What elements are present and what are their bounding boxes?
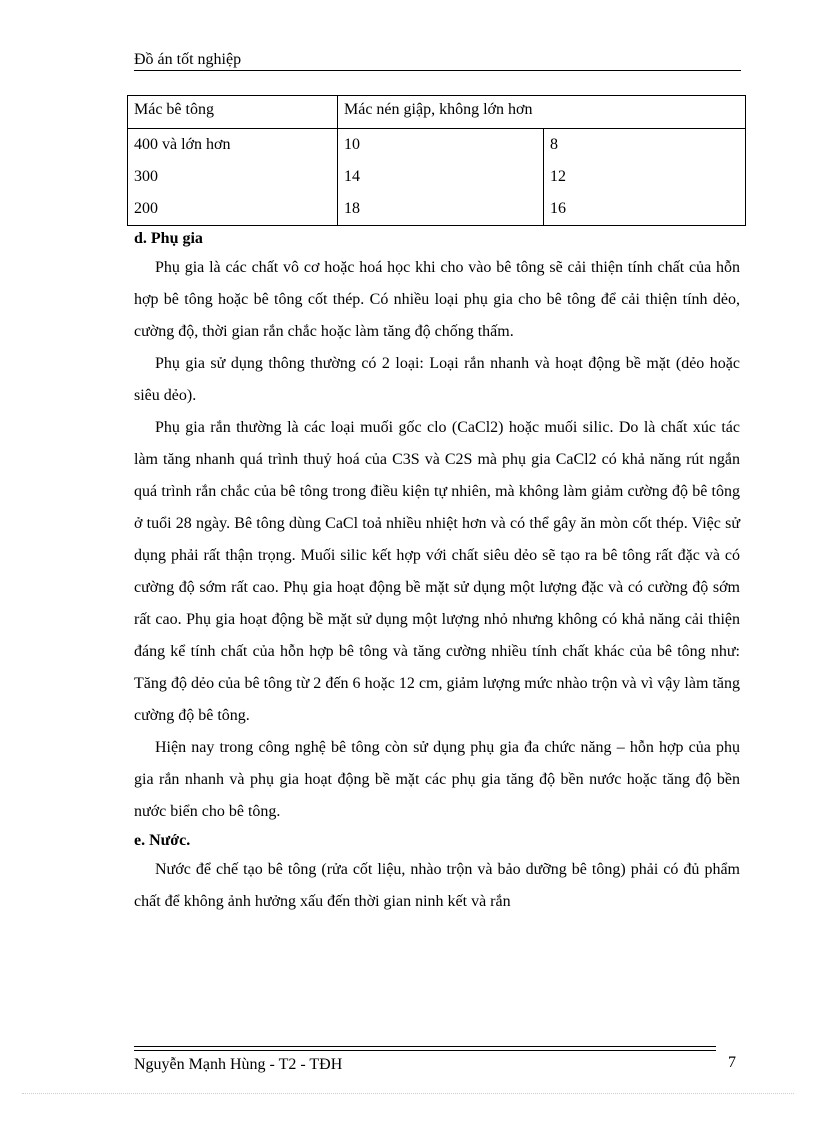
body-text <box>134 226 740 918</box>
table-cell: 10 <box>344 136 360 153</box>
table-cell: 16 <box>550 200 566 217</box>
table-col-value-a <box>338 129 544 226</box>
paragraph: Hiện nay trong công nghệ bê tông còn sử dụng phụ gia đa chức năng – hỗn hợp của phụ gia rắn nhanh và phụ gia hoạt động bề mặt các phụ gia tăng độ bền nước hoặc tăng độ bền nước biển cho bê tông. <box>134 739 740 820</box>
footer-author: Nguyễn Mạnh Hùng - T2 - TĐH <box>134 1056 343 1073</box>
paragraph: Nước để chế tạo bê tông (rửa cốt liệu, nhào trộn và bảo dưỡng bê tông) phải có đủ phẩm chất để không ảnh hưởng xấu đến thời gian ninh kết và rắn <box>134 861 740 910</box>
concrete-grade-table <box>127 95 746 226</box>
header-rule <box>134 70 741 71</box>
paragraph: Phụ gia rắn thường là các loại muối gốc clo (CaCl2) hoặc muối silic. Do là chất xúc tác làm tăng nhanh quá trình thuỷ hoá của C3S và C2S mà phụ gia CaCl2 có khả năng rút ngắn quá trình rắn chắc của bê tông trong điều kiện tự nhiên, mà không làm giảm cường độ bê tông ở tuổi 28 ngày. Bê tông dùng CaCl toả nhiều nhiệt hơn và có thể gây ăn mòn cốt thép. Việc sử dụng phải rất thận trọng. Muối silic kết hợp với chất siêu dẻo sẽ tạo ra bê tông rất đặc và có cường độ sớm rất cao. Phụ gia hoạt động bề mặt sử dụng một lượng đặc và có cường độ sớm rất cao. Phụ gia hoạt động bề mặt sử dụng một lượng nhỏ nhưng không có khả năng cải thiện đáng kể tính chất của hỗn hợp bê tông và tăng cường nhiều tính chất khác của bê tông như: Tăng độ dẻo của bê tông từ 2 đến 6 hoặc 12 cm, giảm lượng mức nhào trộn và vì vậy làm tăng cường độ bê tông. <box>134 419 740 724</box>
footer-rule <box>134 1050 716 1051</box>
table-cell: 200 <box>134 200 158 217</box>
table-cell: 14 <box>344 168 360 185</box>
table-row <box>128 129 746 226</box>
page-number: 7 <box>728 1054 736 1071</box>
section-heading-d: d. Phụ gia <box>134 230 203 247</box>
table-cell: 400 và lớn hơn <box>134 136 231 153</box>
footer-rule <box>134 1046 716 1047</box>
table-header-row <box>128 96 746 129</box>
paragraph: Phụ gia là các chất vô cơ hoặc hoá học khi cho vào bê tông sẽ cải thiện tính chất của hỗn hợp bê tông hoặc bê tông cốt thép. Có nhiều loại phụ gia cho bê tông để cải thiện tính dẻo, cường độ, thời gian rắn chắc hoặc làm tăng độ chống thấm. <box>134 259 740 340</box>
section-heading-e: e. Nước. <box>134 832 191 849</box>
table-header-crush: Mác nén giập, không lớn hơn <box>338 96 746 129</box>
table-header-grade: Mác bê tông <box>128 96 338 129</box>
table-cell: 8 <box>550 136 558 153</box>
table-cell: 300 <box>134 168 158 185</box>
table-col-grade <box>128 129 338 226</box>
running-header: Đồ án tốt nghiệp <box>134 51 242 68</box>
table-cell: 12 <box>550 168 566 185</box>
page-bottom-border <box>22 1093 794 1094</box>
table-col-value-b <box>544 129 746 226</box>
table-cell: 18 <box>344 200 360 217</box>
paragraph: Phụ gia sử dụng thông thường có 2 loại: Loại rắn nhanh và hoạt động bề mặt (dẻo hoặc siêu dẻo). <box>134 355 740 404</box>
